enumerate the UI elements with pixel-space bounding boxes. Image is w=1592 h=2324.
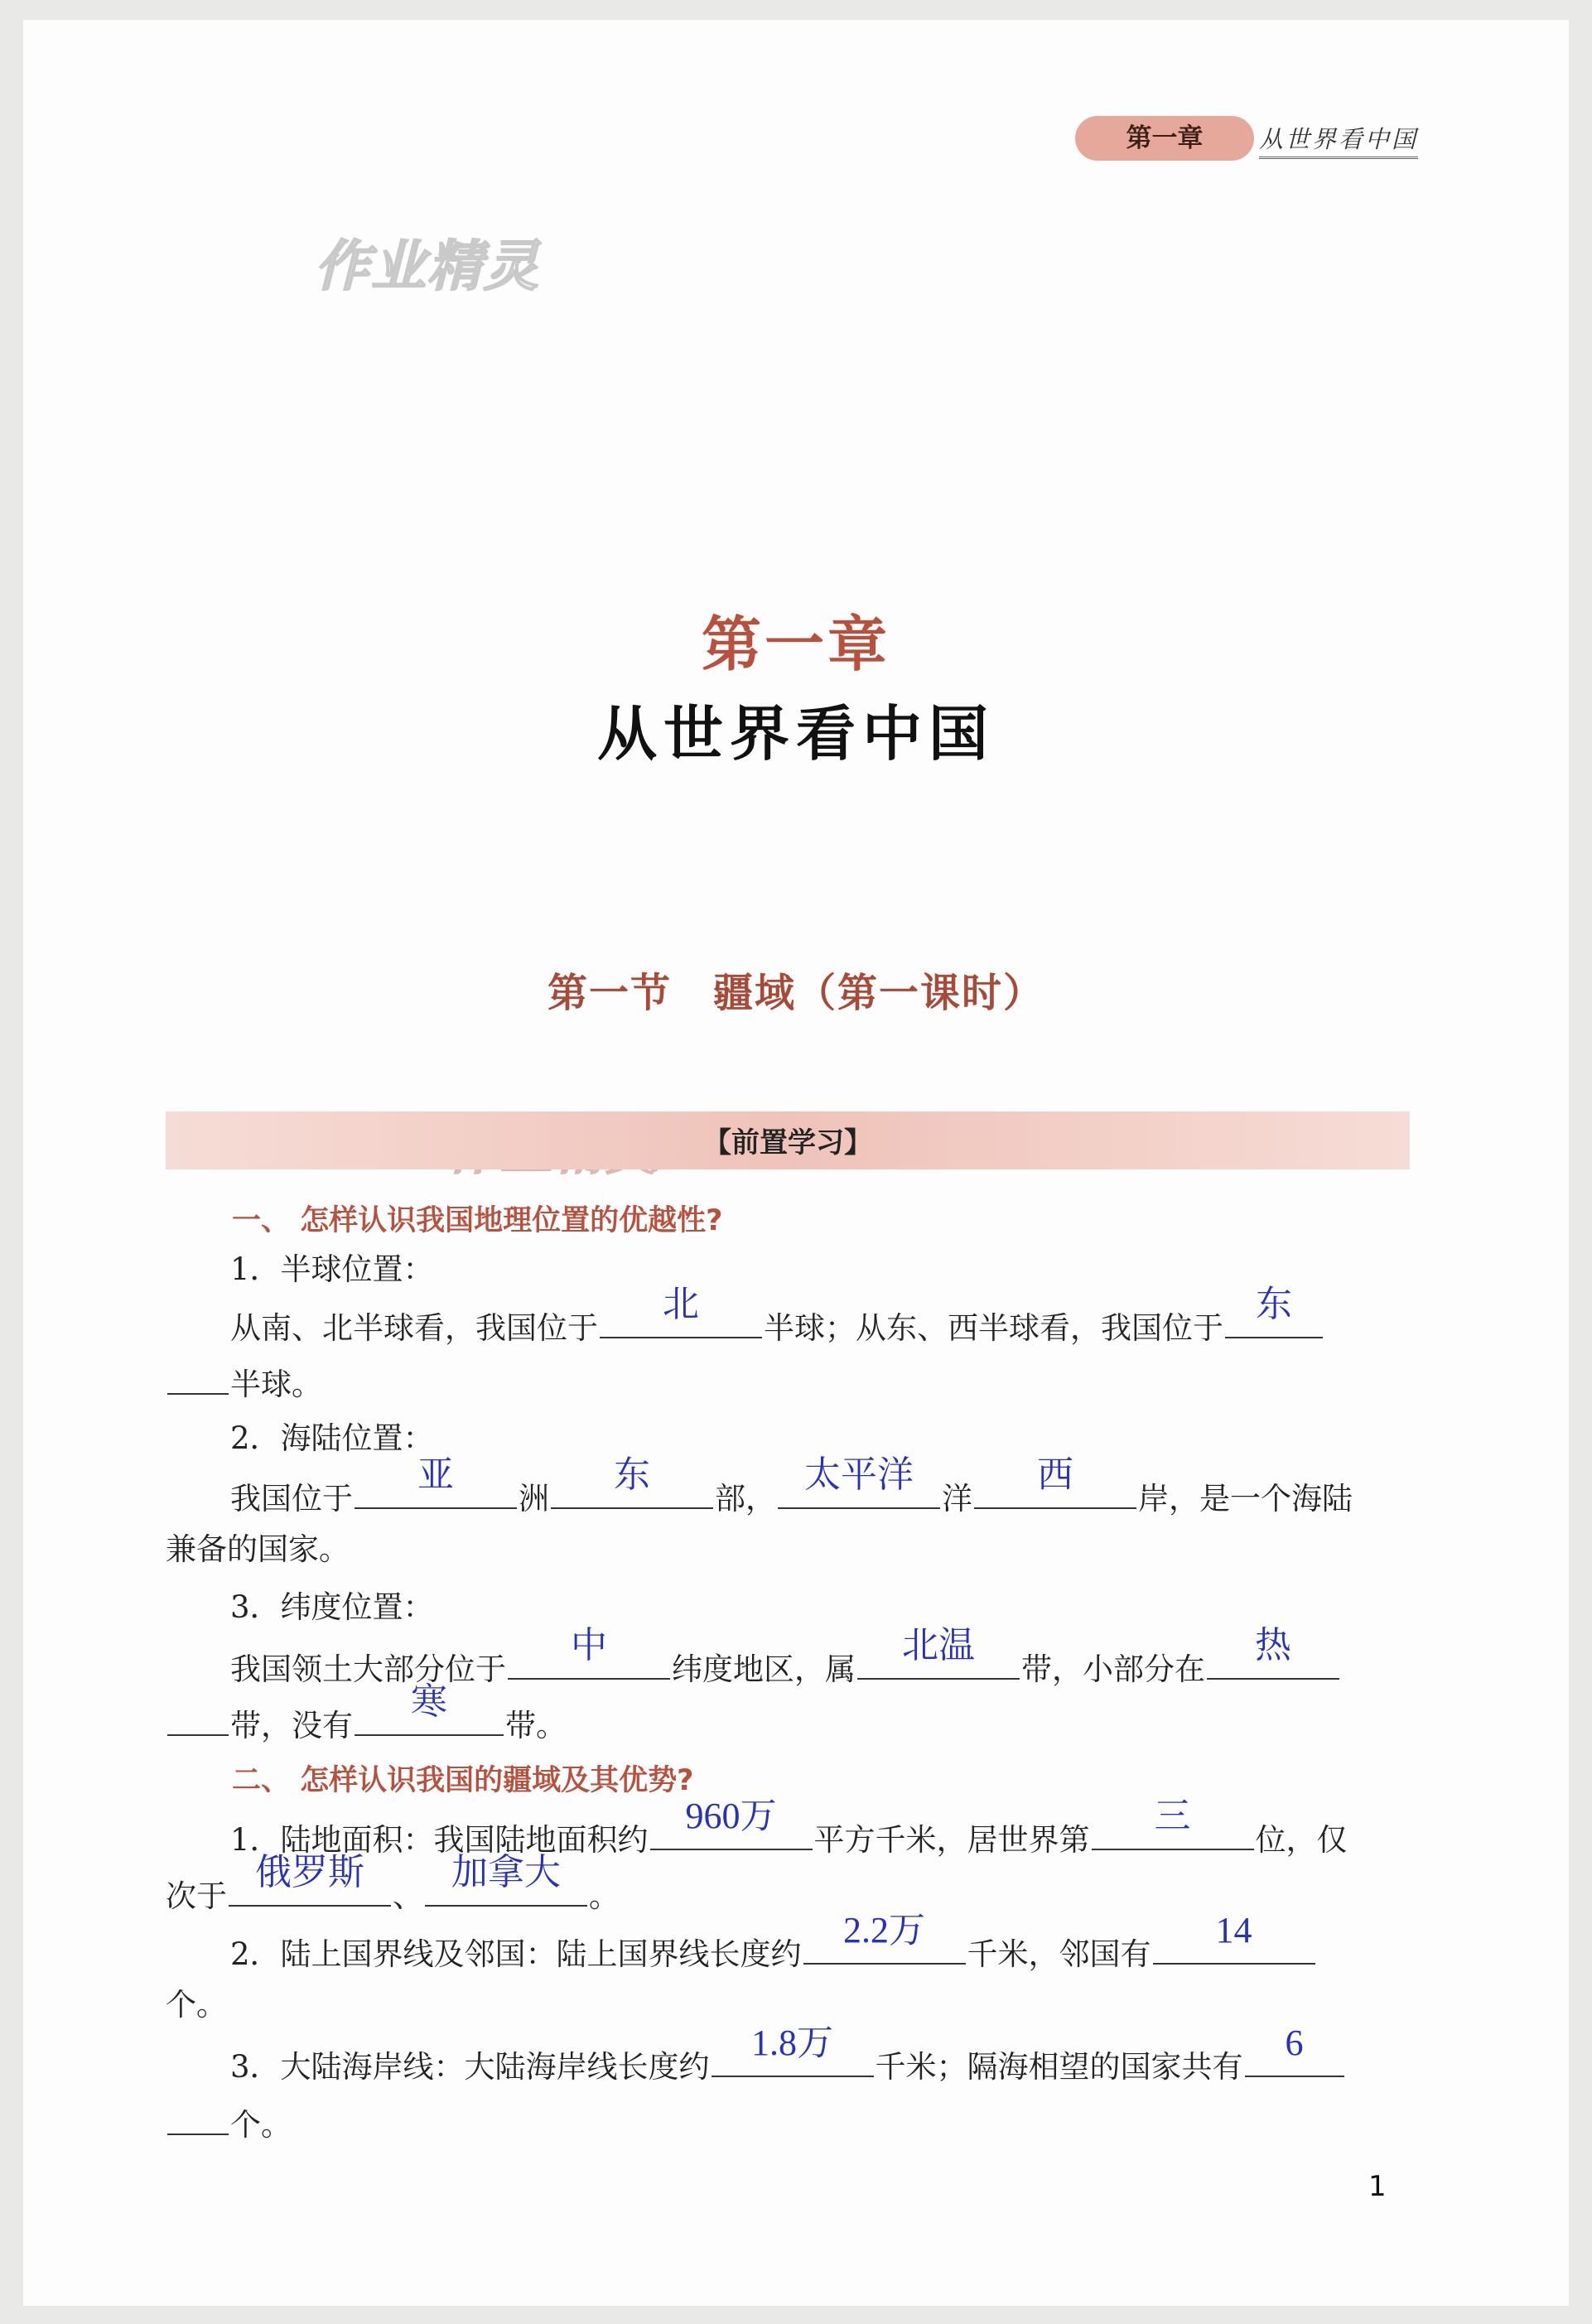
sea-land-line-cont: 兼备的国家。: [166, 1531, 350, 1567]
chapter-title: 从世界看中国: [596, 699, 995, 769]
answer-blank-cont: [167, 1360, 229, 1395]
answer-blank[interactable]: [508, 1625, 670, 1680]
text: 从南、北半球看，我国位于: [230, 1310, 598, 1346]
answer-blank[interactable]: [857, 1625, 1020, 1680]
handwritten-answer: 加拿大: [451, 1852, 561, 1892]
sea-land-label: 2．海陆位置：: [230, 1420, 434, 1456]
answer-blank-cont: [167, 1701, 229, 1736]
question-heading-2: 二、 怎样认识我国的疆域及其优势?: [232, 1764, 694, 1797]
coastline-line: [230, 2023, 1346, 2086]
handwritten-answer: 中: [571, 1625, 607, 1666]
text: 、: [393, 1878, 423, 1914]
section-title: 第一节 疆域（第一课时）: [547, 970, 1044, 1016]
text: 1．陆地面积：我国陆地面积约: [230, 1822, 649, 1858]
text: 。: [589, 1878, 620, 1914]
text: 3．大陆海岸线：大陆海岸线长度约: [230, 2049, 710, 2085]
answer-blank[interactable]: [974, 1454, 1136, 1509]
text: 洋: [942, 1481, 972, 1516]
land-area-line: [230, 1796, 1348, 1859]
handwritten-answer: 14: [1215, 1910, 1252, 1950]
handwritten-answer: 亚: [417, 1454, 454, 1495]
text: 半球。: [230, 1367, 322, 1402]
text: 纬度地区，属: [672, 1651, 856, 1687]
answer-blank[interactable]: [712, 2023, 874, 2077]
coastline-line-cont: [166, 2100, 292, 2144]
chapter-tag: 第一章: [1075, 116, 1254, 161]
watermark-logo: 作业精灵: [315, 234, 540, 298]
preview-banner-label: 【前置学习】: [703, 1126, 872, 1160]
answer-blank[interactable]: [1092, 1796, 1254, 1850]
text: 岸，是一个海陆: [1138, 1481, 1353, 1516]
text: 带，没有: [230, 1708, 353, 1743]
text: 2．陆上国界线及邻国：陆上国界线长度约: [230, 1936, 802, 1972]
hemisphere-label: 1．半球位置：: [230, 1251, 434, 1287]
answer-blank[interactable]: [1225, 1284, 1323, 1338]
answer-blank[interactable]: [1245, 2023, 1344, 2077]
text: 千米；隔海相望的国家共有: [875, 2049, 1243, 2085]
latitude-label: 3．纬度位置：: [230, 1589, 434, 1625]
answer-blank[interactable]: [778, 1454, 940, 1509]
answer-blank-cont: [167, 2100, 229, 2135]
handwritten-answer: 1.8万: [751, 2023, 834, 2063]
text: 次于: [166, 1878, 227, 1914]
question-heading-1: 一、 怎样认识我国地理位置的优越性?: [232, 1204, 723, 1237]
answer-blank[interactable]: [1153, 1910, 1315, 1965]
chapter-number: 第一章: [701, 610, 890, 679]
hemisphere-line: [230, 1284, 1324, 1348]
answer-blank[interactable]: [1207, 1625, 1339, 1680]
answer-blank[interactable]: [355, 1454, 517, 1509]
answer-blank[interactable]: [600, 1284, 762, 1338]
handwritten-answer: 西: [1037, 1454, 1073, 1495]
border-line: [230, 1910, 1317, 1974]
handwritten-answer: 东: [614, 1454, 650, 1495]
answer-blank[interactable]: [425, 1852, 587, 1907]
answer-blank[interactable]: [229, 1852, 391, 1907]
handwritten-answer: 太平洋: [804, 1454, 914, 1495]
handwritten-answer: 热: [1255, 1625, 1291, 1666]
hemisphere-line-cont: [166, 1360, 322, 1404]
handwritten-answer: 寒: [411, 1681, 447, 1722]
text: 半球；从东、西半球看，我国位于: [764, 1310, 1223, 1346]
page-number: 1: [1368, 2170, 1387, 2203]
text: 个。: [230, 2107, 292, 2143]
text: 洲: [519, 1481, 549, 1516]
answer-blank[interactable]: [551, 1454, 713, 1509]
land-area-line-cont: [166, 1852, 620, 1916]
handwritten-answer: 北温: [902, 1625, 975, 1666]
answer-blank[interactable]: [803, 1910, 966, 1965]
text: 部，: [715, 1481, 776, 1516]
border-line-cont: 个。: [166, 1987, 227, 2023]
text: 位，仅: [1255, 1822, 1348, 1858]
running-header-title: 从世界看中国: [1259, 121, 1418, 159]
answer-blank[interactable]: [355, 1681, 504, 1736]
handwritten-answer: 2.2万: [843, 1910, 926, 1950]
handwritten-answer: 6: [1285, 2023, 1304, 2063]
text: 千米，邻国有: [967, 1936, 1151, 1972]
latitude-line-cont: [166, 1681, 567, 1745]
text: 我国位于: [230, 1481, 353, 1516]
text: 带。: [505, 1708, 567, 1743]
answer-blank[interactable]: [650, 1796, 813, 1850]
text: 我国领土大部分位于: [230, 1651, 506, 1687]
sea-land-line: [230, 1454, 1353, 1518]
handwritten-answer: 俄罗斯: [255, 1852, 364, 1892]
handwritten-answer: 三: [1154, 1796, 1191, 1836]
handwritten-answer: 960万: [685, 1796, 777, 1836]
text: 平方千米，居世界第: [813, 1822, 1090, 1858]
handwritten-answer: 北: [663, 1284, 699, 1324]
text: 带，小部分在: [1021, 1651, 1205, 1687]
handwritten-answer: 东: [1256, 1284, 1292, 1324]
